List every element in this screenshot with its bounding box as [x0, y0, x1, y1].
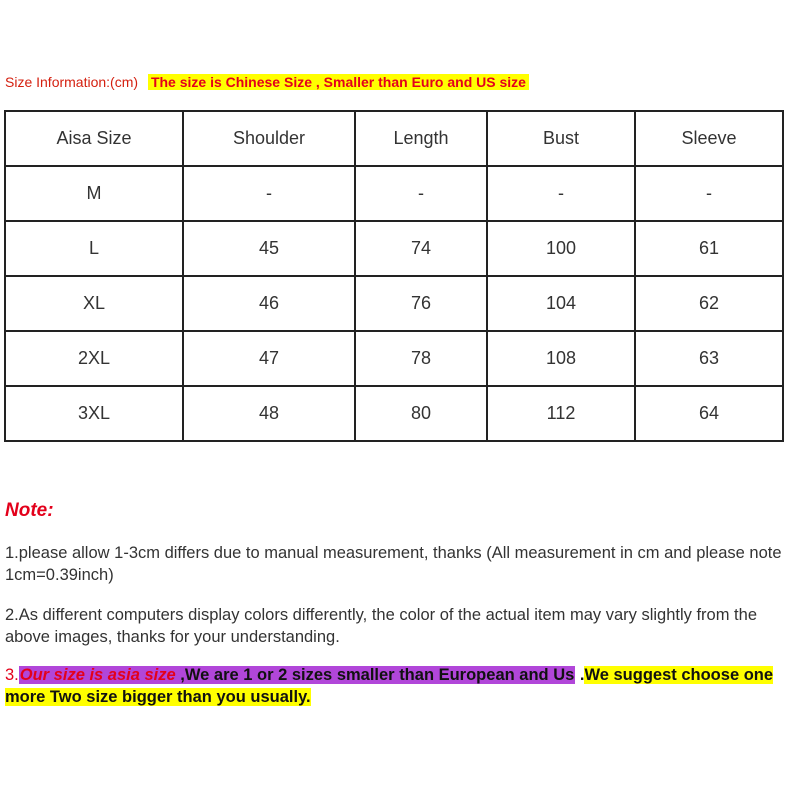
bust-cell: 104: [487, 276, 635, 331]
bust-cell: 112: [487, 386, 635, 441]
bust-cell: -: [487, 166, 635, 221]
note-measurement: 1.please allow 1-3cm differs due to manual measurement, thanks (All measurement in cm and please note 1cm=0.39inch): [5, 544, 782, 584]
size-cell: 3XL: [5, 386, 183, 441]
note-size-advice: [5, 664, 800, 708]
chinese-size-warning: The size is Chinese Size , Smaller than Euro and US size: [148, 74, 529, 90]
size-cell: L: [5, 221, 183, 276]
sleeve-cell: 64: [635, 386, 783, 441]
column-header: Sleeve: [635, 111, 783, 166]
table-row: [5, 221, 783, 276]
shoulder-cell: 45: [183, 221, 355, 276]
asia-size-italic: Our size is asia size: [19, 666, 181, 684]
sleeve-cell: -: [635, 166, 783, 221]
sleeve-cell: 62: [635, 276, 783, 331]
length-cell: 80: [355, 386, 487, 441]
note-number: 3.: [5, 666, 19, 684]
sleeve-cell: 63: [635, 331, 783, 386]
size-chart-table: [4, 110, 784, 442]
size-cell: M: [5, 166, 183, 221]
note-title: Note:: [5, 500, 54, 521]
shoulder-cell: 46: [183, 276, 355, 331]
bust-cell: 100: [487, 221, 635, 276]
shoulder-cell: -: [183, 166, 355, 221]
sleeve-cell: 61: [635, 221, 783, 276]
size-information-label: Size Information:(cm): [5, 74, 139, 90]
asia-size-highlight: [19, 666, 576, 684]
table-row: [5, 166, 783, 221]
table-row: [5, 386, 783, 441]
table-row: [5, 276, 783, 331]
length-cell: -: [355, 166, 487, 221]
size-cell: 2XL: [5, 331, 183, 386]
length-cell: 78: [355, 331, 487, 386]
size-information-header: [5, 72, 529, 92]
bust-cell: 108: [487, 331, 635, 386]
column-header: Bust: [487, 111, 635, 166]
note-separator: .: [575, 666, 585, 684]
size-cell: XL: [5, 276, 183, 331]
column-header: Length: [355, 111, 487, 166]
note-colors: 2.As different computers display colors differently, the color of the actual item may vary slightly from the above images, thanks for your understanding.: [5, 606, 757, 646]
column-header: Aisa Size: [5, 111, 183, 166]
column-header: Shoulder: [183, 111, 355, 166]
table-header-row: [5, 111, 783, 166]
length-cell: 76: [355, 276, 487, 331]
size-suggestion-highlight: We suggest choose one more Two size bigger than you usually.: [5, 666, 774, 706]
smaller-sizes-text: ,We are 1 or 2 sizes smaller than European and Us: [180, 666, 575, 684]
table-row: [5, 331, 783, 386]
shoulder-cell: 48: [183, 386, 355, 441]
shoulder-cell: 47: [183, 331, 355, 386]
length-cell: 74: [355, 221, 487, 276]
